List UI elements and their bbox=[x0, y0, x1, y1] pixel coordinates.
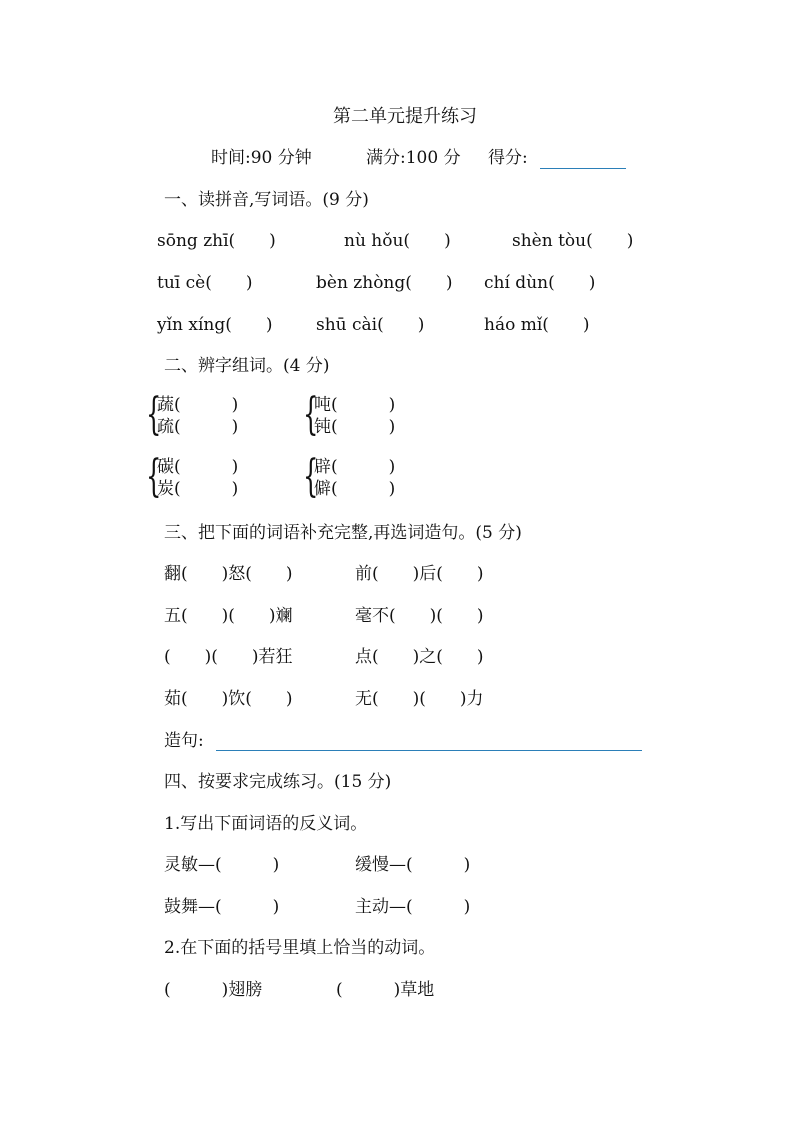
section2-heading: 二、辨字组词。(4 分) bbox=[164, 356, 330, 376]
char-item: 碳( ) bbox=[157, 457, 239, 477]
pinyin-item: sōng zhī( ) bbox=[157, 231, 276, 251]
section1-heading: 一、读拼音,写词语。(9 分) bbox=[164, 190, 369, 210]
pinyin-item: háo mǐ( ) bbox=[484, 315, 590, 335]
page-title: 第二单元提升练习 bbox=[333, 106, 477, 127]
q2-prompt: 2.在下面的括号里填上恰当的动词。 bbox=[164, 938, 436, 958]
idiom-item: ( )( )若狂 bbox=[164, 647, 293, 667]
full-score: 满分:100 分 bbox=[366, 148, 461, 168]
char-item: 疏( ) bbox=[157, 417, 239, 437]
char-item: 钝( ) bbox=[314, 417, 396, 437]
char-item: 僻( ) bbox=[314, 479, 396, 499]
verb-item: ( )草地 bbox=[336, 980, 435, 1000]
brace-icon: { bbox=[303, 451, 319, 502]
pinyin-item: tuī cè( ) bbox=[157, 273, 253, 293]
pinyin-item: shū cài( ) bbox=[316, 315, 425, 335]
antonym-item: 灵敏—( ) bbox=[164, 855, 280, 875]
verb-item: ( )翅膀 bbox=[164, 980, 263, 1000]
char-item: 蔬( ) bbox=[157, 395, 239, 415]
pinyin-item: shèn tòu( ) bbox=[512, 231, 634, 251]
score-label: 得分: bbox=[488, 148, 528, 168]
char-item: 炭( ) bbox=[157, 479, 239, 499]
sentence-blank[interactable] bbox=[216, 750, 642, 751]
antonym-item: 鼓舞—( ) bbox=[164, 897, 280, 917]
time-limit: 时间:90 分钟 bbox=[211, 148, 312, 168]
brace-icon: { bbox=[146, 451, 162, 502]
score-blank[interactable] bbox=[540, 168, 626, 169]
idiom-item: 五( )( )斓 bbox=[164, 606, 293, 626]
antonym-item: 主动—( ) bbox=[355, 897, 471, 917]
pinyin-item: chí dùn( ) bbox=[484, 273, 596, 293]
q1-prompt: 1.写出下面词语的反义词。 bbox=[164, 814, 368, 834]
pinyin-item: yǐn xíng( ) bbox=[157, 315, 273, 335]
brace-icon: { bbox=[146, 389, 162, 440]
sentence-label: 造句: bbox=[164, 731, 204, 751]
pinyin-item: bèn zhòng( ) bbox=[316, 273, 453, 293]
idiom-item: 茹( )饮( ) bbox=[164, 689, 293, 709]
idiom-item: 无( )( )力 bbox=[355, 689, 484, 709]
idiom-item: 点( )之( ) bbox=[355, 647, 484, 667]
brace-icon: { bbox=[303, 389, 319, 440]
idiom-item: 毫不( )( ) bbox=[355, 606, 484, 626]
section3-heading: 三、把下面的词语补充完整,再选词造句。(5 分) bbox=[164, 523, 522, 543]
idiom-item: 前( )后( ) bbox=[355, 564, 484, 584]
char-item: 辟( ) bbox=[314, 457, 396, 477]
idiom-item: 翻( )怒( ) bbox=[164, 564, 293, 584]
pinyin-item: nù hǒu( ) bbox=[344, 231, 451, 251]
antonym-item: 缓慢—( ) bbox=[355, 855, 471, 875]
section4-heading: 四、按要求完成练习。(15 分) bbox=[164, 772, 392, 792]
char-item: 吨( ) bbox=[314, 395, 396, 415]
